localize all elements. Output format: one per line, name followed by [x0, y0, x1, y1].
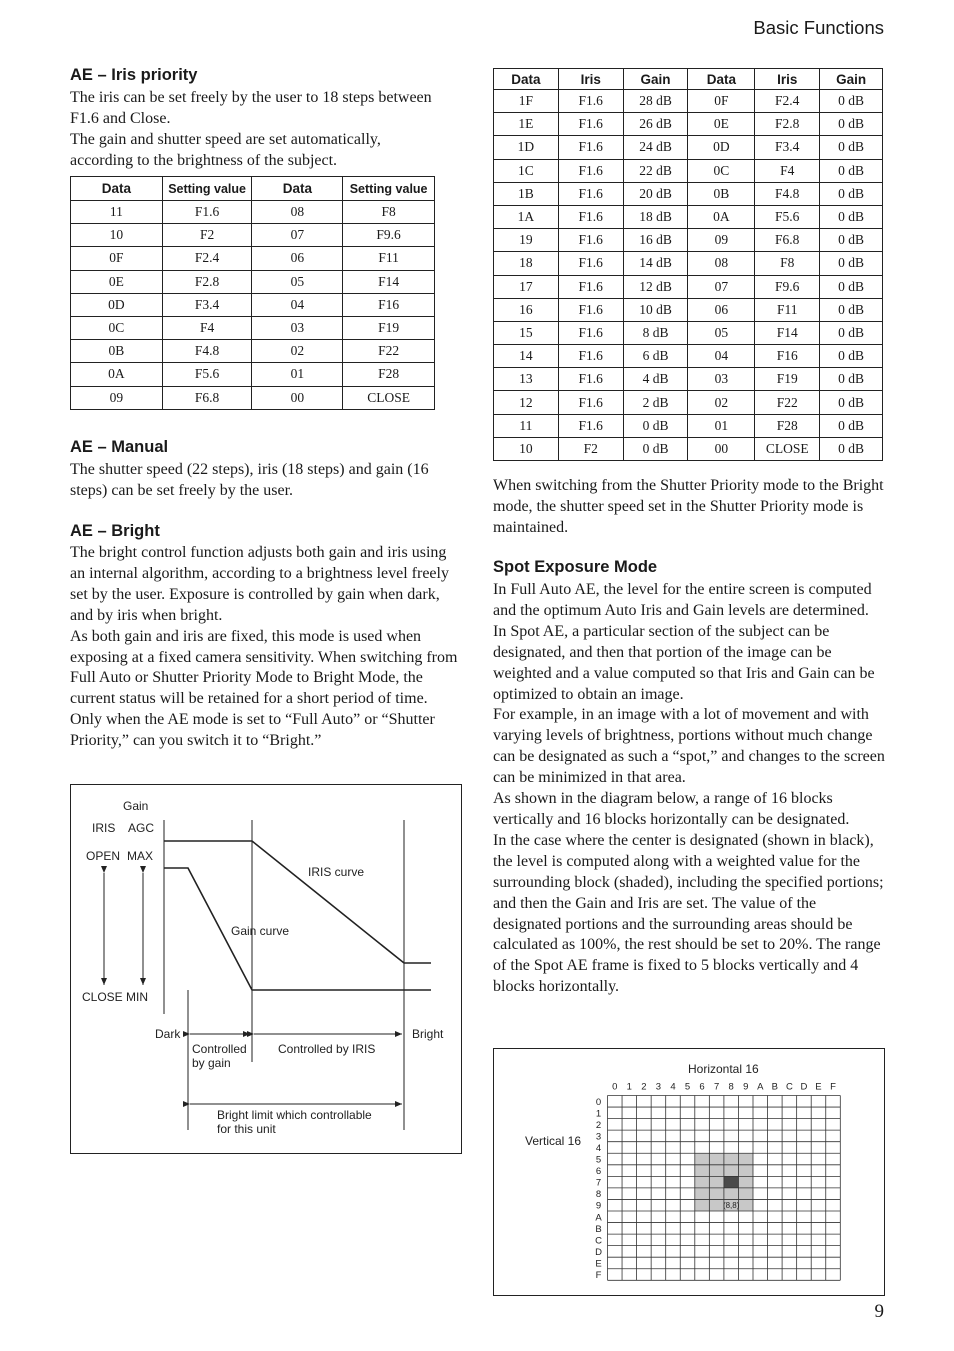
table-cell: F22 — [343, 340, 435, 363]
table-cell: 07 — [688, 275, 755, 298]
table-cell: 0 dB — [820, 414, 883, 437]
table-cell: 0D — [688, 136, 755, 159]
table-cell: 04 — [252, 293, 343, 316]
grid-col-label: A — [757, 1081, 764, 1093]
paragraph: The shutter speed (22 steps), iris (18 steps) and gain (16 steps) can be set freely by the user. — [70, 461, 429, 499]
iris-label: IRIS — [92, 821, 116, 835]
table-cell: 11 — [71, 201, 163, 224]
grid-row-label: 3 — [595, 1131, 602, 1143]
center-coordinate-label: (8,8) — [722, 1201, 740, 1210]
table-cell: 0 dB — [820, 113, 883, 136]
table-cell: 10 — [71, 224, 163, 247]
table-cell: 02 — [252, 340, 343, 363]
table-cell: F1.6 — [558, 414, 623, 437]
grid-row-label: D — [595, 1246, 602, 1258]
table-cell: 0 dB — [820, 229, 883, 252]
table-cell: F1.6 — [162, 201, 252, 224]
column-header: Data — [71, 177, 163, 201]
table-cell: 00 — [688, 437, 755, 460]
table-row — [494, 275, 883, 298]
spot-grid-svg — [494, 1049, 884, 1295]
paragraph: As shown in the diagram below, a range of 16 blocks vertically and 16 blocks horizontally can be designated. — [493, 790, 850, 828]
table-cell: 0C — [688, 159, 755, 182]
table-cell: 16 — [494, 298, 559, 321]
table-cell: 19 — [494, 229, 559, 252]
max-label: MAX — [127, 849, 154, 863]
spot-text — [493, 580, 885, 998]
table-cell: F1.6 — [558, 321, 623, 344]
table-cell: F14 — [343, 270, 435, 293]
table-cell: F16 — [755, 345, 820, 368]
table-cell: 0E — [688, 113, 755, 136]
spot-grid-diagram — [493, 1048, 885, 1296]
table-cell: 10 — [494, 437, 559, 460]
table-cell: 0A — [688, 205, 755, 228]
grid-col-label: 0 — [612, 1081, 618, 1093]
table-row — [71, 386, 435, 409]
close-min-label: CLOSE MIN — [82, 990, 149, 1004]
table-cell: 01 — [688, 414, 755, 437]
table-row — [494, 136, 883, 159]
table-cell: F4.8 — [755, 182, 820, 205]
table-cell: 06 — [688, 298, 755, 321]
table-cell: F19 — [755, 368, 820, 391]
table-cell: 18 dB — [623, 205, 688, 228]
table-row — [71, 224, 435, 247]
table-row — [494, 437, 883, 460]
table-cell: 0B — [71, 340, 163, 363]
table-cell: F4 — [755, 159, 820, 182]
table-cell: F2.4 — [755, 90, 820, 113]
column-header: Setting value — [343, 177, 435, 201]
grid-row-label: 6 — [595, 1166, 602, 1178]
table-cell: F2.4 — [162, 247, 252, 270]
table-cell: 00 — [252, 386, 343, 409]
controlled-by-gain-label: Controlled — [192, 1042, 247, 1056]
table-cell: 24 dB — [623, 136, 688, 159]
grid-col-label: 4 — [670, 1081, 676, 1093]
column-header: Data — [688, 69, 755, 90]
iris-priority-heading: AE – Iris priority — [70, 66, 198, 84]
table-row — [494, 252, 883, 275]
table-row — [71, 363, 435, 386]
gain-curve — [164, 868, 431, 990]
table-cell: 22 dB — [623, 159, 688, 182]
table-row — [494, 414, 883, 437]
table-cell: F8 — [343, 201, 435, 224]
grid-col-label: F — [830, 1081, 836, 1093]
grid-row-label: 0 — [595, 1096, 602, 1108]
table-cell: 1B — [494, 182, 559, 205]
table-row — [71, 247, 435, 270]
horizontal-label: Horizontal 16 — [688, 1062, 759, 1076]
table-cell: 0 dB — [820, 182, 883, 205]
table-cell: 26 dB — [623, 113, 688, 136]
table-cell: 0 dB — [820, 437, 883, 460]
grid-col-label: 1 — [626, 1081, 632, 1093]
grid-col-label: 6 — [699, 1081, 705, 1093]
center-spot-block — [724, 1176, 739, 1188]
table-cell: F3.4 — [162, 293, 252, 316]
table-cell: 08 — [252, 201, 343, 224]
table-cell: F1.6 — [558, 298, 623, 321]
table-cell: F2.8 — [755, 113, 820, 136]
table-cell: 1D — [494, 136, 559, 159]
table-cell: F6.8 — [755, 229, 820, 252]
table-cell: F9.6 — [755, 275, 820, 298]
table-cell: F1.6 — [558, 136, 623, 159]
open-label: OPEN — [86, 849, 121, 863]
table-cell: F1.6 — [558, 345, 623, 368]
bright-diagram-svg — [71, 785, 461, 1153]
table-cell: 05 — [252, 270, 343, 293]
grid-row-label: 7 — [595, 1177, 602, 1189]
gain-curve-label: Gain curve — [231, 924, 290, 938]
bright-limit-label: for this unit — [217, 1122, 276, 1136]
table-row — [494, 391, 883, 414]
table-cell: F22 — [755, 391, 820, 414]
table-cell: 0E — [71, 270, 163, 293]
table-cell: 01 — [252, 363, 343, 386]
grid-col-label: C — [785, 1081, 793, 1093]
table-cell: F1.6 — [558, 159, 623, 182]
table-cell: 1C — [494, 159, 559, 182]
table-cell: 0A — [71, 363, 163, 386]
table-cell: F28 — [343, 363, 435, 386]
paragraph: In Full Auto AE, the level for the entire screen is computed and the optimum Auto Iris and Gain levels are determined. In Spot AE, a particular section of the subject can be designated, and then that portion of the image can be weighted and a value computed so that Iris and Gain can be optimized to obtain an image. — [493, 581, 875, 703]
table-cell: F3.4 — [755, 136, 820, 159]
grid-row-label: A — [595, 1212, 602, 1224]
table-cell: 10 dB — [623, 298, 688, 321]
iris-priority-text — [70, 88, 440, 172]
paragraph: The gain and shutter speed are set automatically, according to the brightness of the subject. — [70, 130, 381, 169]
table-cell: F28 — [755, 414, 820, 437]
table-cell: 05 — [688, 321, 755, 344]
vertical-label: Vertical 16 — [525, 1134, 582, 1148]
table-cell: 09 — [688, 229, 755, 252]
grid-row-label: B — [595, 1223, 602, 1235]
table-row — [494, 368, 883, 391]
table-cell: F1.6 — [558, 275, 623, 298]
column-header: Gain — [623, 69, 688, 90]
table-row — [71, 201, 435, 224]
table-cell: 03 — [252, 316, 343, 339]
table-cell: 0 dB — [820, 252, 883, 275]
paragraph: As both gain and iris are fixed, this mode is used when exposing at a fixed camera sensitivity. When switching from Full Auto or Shutter Priority Mode to Bright Mode, the current status will be retained for a short period of time. — [70, 627, 458, 708]
table-row — [494, 113, 883, 136]
table-row — [494, 345, 883, 368]
table-row — [494, 321, 883, 344]
table-cell: F11 — [343, 247, 435, 270]
column-header: Iris — [755, 69, 820, 90]
grid-row-label: F — [595, 1270, 602, 1282]
grid-col-label: 8 — [728, 1081, 734, 1093]
table-cell: 11 — [494, 414, 559, 437]
grid-row-label: 1 — [595, 1108, 602, 1120]
table-cell: 0C — [71, 316, 163, 339]
paragraph: Only when the AE mode is set to “Full Auto” or “Shutter Priority,” can you switch it to “Bright.” — [70, 711, 435, 750]
table-cell: 06 — [252, 247, 343, 270]
column-header: Gain — [820, 69, 883, 90]
grid-col-label: 7 — [713, 1081, 720, 1093]
table-cell: 6 dB — [623, 345, 688, 368]
table-cell: 0 dB — [820, 345, 883, 368]
column-header: Setting value — [162, 177, 252, 201]
grid-col-label: 2 — [641, 1081, 647, 1093]
table-row — [494, 298, 883, 321]
bright-label: Bright — [412, 1027, 444, 1041]
grid-row-label: 9 — [595, 1200, 602, 1212]
table-cell: 02 — [688, 391, 755, 414]
table-cell: F1.6 — [558, 113, 623, 136]
table-cell: 1A — [494, 205, 559, 228]
table-row — [494, 205, 883, 228]
table-cell: 15 — [494, 321, 559, 344]
table-cell: 12 dB — [623, 275, 688, 298]
table-cell: 28 dB — [623, 90, 688, 113]
column-header: Iris — [558, 69, 623, 90]
table-cell: F8 — [755, 252, 820, 275]
grid-col-label: 9 — [743, 1081, 749, 1093]
table-cell: 1E — [494, 113, 559, 136]
table-cell: 0F — [71, 247, 163, 270]
table-cell: F19 — [343, 316, 435, 339]
table-row — [71, 270, 435, 293]
table-cell: 04 — [688, 345, 755, 368]
manual-text — [70, 460, 450, 502]
iris-curve-label: IRIS curve — [308, 865, 365, 879]
table-cell: 0 dB — [820, 159, 883, 182]
table-cell: 03 — [688, 368, 755, 391]
table-row — [71, 293, 435, 316]
table-cell: 14 dB — [623, 252, 688, 275]
bright-limit-label: Bright limit which controllable — [217, 1108, 372, 1122]
iris-curve — [164, 841, 431, 963]
grid-row-label: 4 — [595, 1142, 602, 1154]
table-cell: 18 — [494, 252, 559, 275]
grid-row-label: 2 — [595, 1119, 602, 1131]
table-row — [71, 340, 435, 363]
table-cell: 2 dB — [623, 391, 688, 414]
iris-setting-table — [70, 176, 435, 410]
table-cell: 0 dB — [820, 90, 883, 113]
page-number: 9 — [874, 1301, 884, 1322]
table-cell: F1.6 — [558, 368, 623, 391]
table-cell: F1.6 — [558, 252, 623, 275]
bright-heading: AE – Bright — [70, 522, 160, 540]
table-cell: F1.6 — [558, 229, 623, 252]
table-cell: F2 — [162, 224, 252, 247]
table-cell: 0 dB — [820, 368, 883, 391]
manual-heading: AE – Manual — [70, 438, 169, 456]
table-cell: 0 dB — [820, 298, 883, 321]
table-cell: 0 dB — [820, 275, 883, 298]
table-cell: 13 — [494, 368, 559, 391]
grid-row-label: 5 — [595, 1154, 602, 1166]
table-cell: 0 dB — [820, 136, 883, 159]
table-row — [494, 182, 883, 205]
table-cell: 07 — [252, 224, 343, 247]
table-cell: 8 dB — [623, 321, 688, 344]
bright-text — [70, 543, 462, 752]
table-cell: F2.8 — [162, 270, 252, 293]
table-row — [494, 159, 883, 182]
table-cell: 14 — [494, 345, 559, 368]
table-cell: F1.6 — [558, 391, 623, 414]
table-cell: F9.6 — [343, 224, 435, 247]
table-row — [494, 90, 883, 113]
table-cell: 20 dB — [623, 182, 688, 205]
table-cell: 0 dB — [820, 321, 883, 344]
grid-row-label: C — [595, 1235, 602, 1247]
table-cell: F5.6 — [162, 363, 252, 386]
table-cell: F4 — [162, 316, 252, 339]
paragraph: For example, in an image with a lot of movement and with varying levels of brightness, portions without much change can be designated as such a “spot,” and changes to the screen can be minimized in that area. — [493, 706, 885, 787]
paragraph: The bright control function adjusts both gain and iris using an internal algorithm, according to a brightness level freely set by the user. Exposure is controlled by gain when dark, and by iris when bright. — [70, 544, 449, 624]
gain-iris-table — [493, 68, 883, 461]
table-cell: 0 dB — [820, 205, 883, 228]
table-cell: 0D — [71, 293, 163, 316]
table-cell: 09 — [71, 386, 163, 409]
table-cell: CLOSE — [343, 386, 435, 409]
controlled-by-iris-label: Controlled by IRIS — [278, 1042, 376, 1056]
table-cell: 08 — [688, 252, 755, 275]
table-cell: CLOSE — [755, 437, 820, 460]
dark-label: Dark — [155, 1027, 181, 1041]
table-cell: F1.6 — [558, 182, 623, 205]
table-cell: F4.8 — [162, 340, 252, 363]
switching-note — [493, 476, 885, 539]
table-cell: F5.6 — [755, 205, 820, 228]
table-header-row — [494, 69, 883, 90]
table-cell: F1.6 — [558, 90, 623, 113]
table-cell: 1F — [494, 90, 559, 113]
table-cell: 4 dB — [623, 368, 688, 391]
table-cell: F11 — [755, 298, 820, 321]
grid-row-label: 8 — [595, 1189, 602, 1201]
paragraph: When switching from the Shutter Priority mode to the Bright mode, the shutter speed set in the Shutter Priority mode is maintained. — [493, 477, 884, 536]
table-cell: 17 — [494, 275, 559, 298]
table-cell: 12 — [494, 391, 559, 414]
column-header: Data — [252, 177, 343, 201]
table-cell: F14 — [755, 321, 820, 344]
table-cell: 0 dB — [623, 437, 688, 460]
table-cell: F6.8 — [162, 386, 252, 409]
running-header: Basic Functions — [753, 17, 884, 38]
table-row — [494, 229, 883, 252]
spot-heading: Spot Exposure Mode — [493, 558, 658, 576]
gain-label: Gain — [123, 799, 149, 813]
table-cell: 0 dB — [820, 391, 883, 414]
grid-col-label: 5 — [684, 1081, 691, 1093]
table-header-row — [71, 177, 435, 201]
table-row — [71, 316, 435, 339]
table-cell: 16 dB — [623, 229, 688, 252]
controlled-by-gain-label: by gain — [192, 1056, 231, 1070]
table-cell: 0 dB — [623, 414, 688, 437]
grid-col-label: B — [771, 1081, 778, 1093]
table-cell: F2 — [558, 437, 623, 460]
paragraph: In the case where the center is designated (shown in black), the level is computed along with a weighted value for the surrounding block (shaded), including the specified portions; and then the Gain and Iris are set. The value of the designated portions and the surrounding areas should be calculated as 100%, the rest should be set to 20%. The range of the Spot AE frame is fixed to 5 blocks vertically and 4 blocks horizontally. — [493, 831, 884, 996]
column-header: Data — [494, 69, 559, 90]
bright-diagram — [70, 784, 462, 1154]
table-cell: 0F — [688, 90, 755, 113]
grid-col-label: E — [815, 1081, 822, 1093]
table-cell: F1.6 — [558, 205, 623, 228]
grid-col-label: 3 — [655, 1081, 662, 1093]
grid-col-label: D — [800, 1081, 808, 1093]
table-cell: 0B — [688, 182, 755, 205]
grid-row-label: E — [595, 1258, 602, 1270]
agc-label: AGC — [128, 821, 155, 835]
paragraph: The iris can be set freely by the user to 18 steps between F1.6 and Close. — [70, 89, 432, 127]
table-cell: F16 — [343, 293, 435, 316]
